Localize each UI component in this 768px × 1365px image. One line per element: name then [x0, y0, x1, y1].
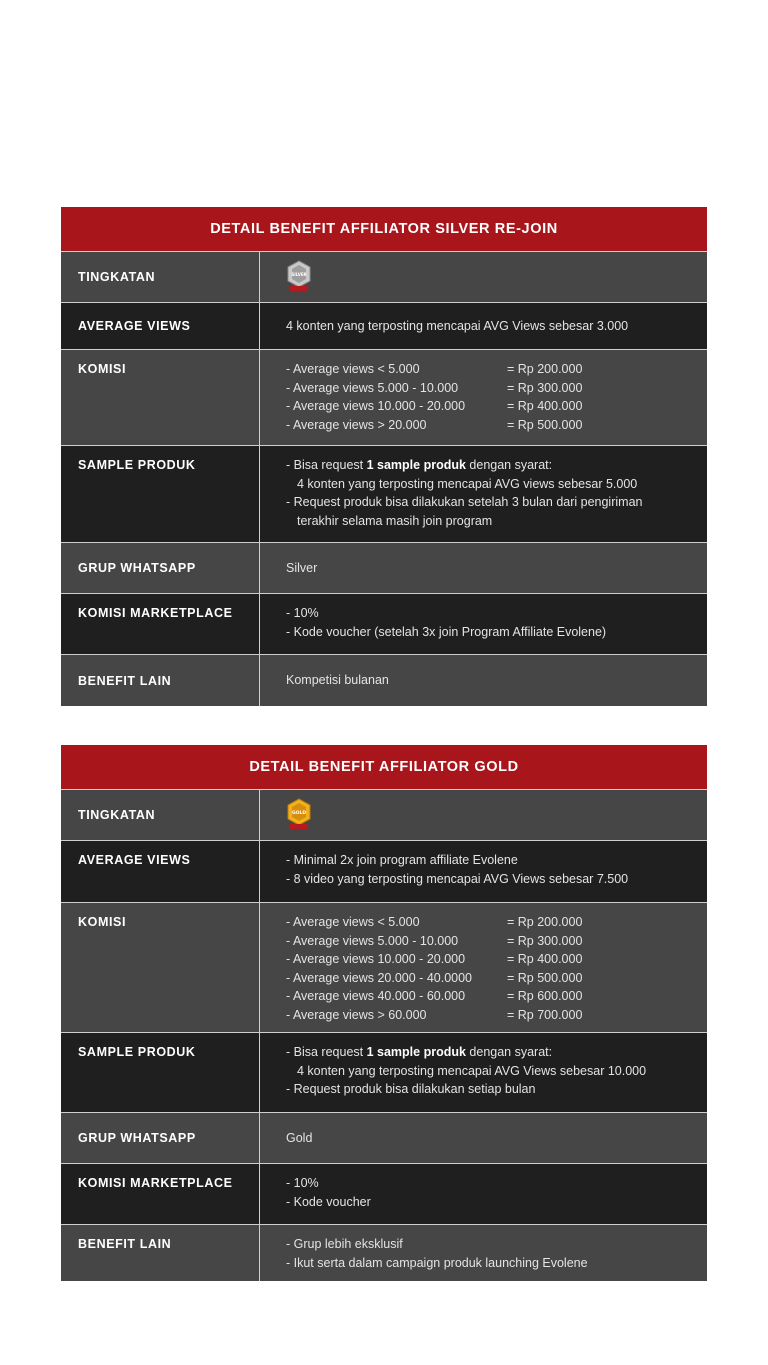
- row-sample-produk: [61, 446, 707, 543]
- komisi-line: - Average views 10.000 - 20.000 = Rp 400.000: [286, 952, 583, 966]
- komisi-line: - Average views < 5.000 = Rp 200.000: [286, 362, 583, 376]
- sample-line: - Request produk bisa dilakukan setelah 3 bulan dari pengiriman: [286, 495, 643, 509]
- row-value: [260, 252, 707, 302]
- row-value: [260, 1033, 707, 1112]
- row-value: [260, 1164, 707, 1224]
- row-label: SAMPLE PRODUK: [61, 1033, 260, 1112]
- row-label: AVERAGE VIEWS: [61, 841, 260, 902]
- row-value: Gold: [286, 1130, 313, 1145]
- row-label: TINGKATAN: [61, 252, 260, 302]
- komisi-line: - Average views > 20.000 = Rp 500.000: [286, 417, 583, 432]
- silver-badge-icon: [286, 260, 312, 294]
- row-label: KOMISI: [61, 350, 260, 445]
- row-komisi: [61, 350, 707, 446]
- sample-line: - Bisa request 1 sample produk dengan syarat:: [286, 458, 553, 472]
- benefit-line: - Grup lebih eksklusif: [286, 1237, 403, 1251]
- sample-line: 4 konten yang terposting mencapai AVG views sebesar 5.000: [297, 476, 638, 491]
- sample-line: - Bisa request 1 sample produk dengan syarat:: [286, 1045, 553, 1059]
- komisi-line: - Average views 5.000 - 10.000 = Rp 300.000: [286, 380, 583, 395]
- gold-benefit-table: [61, 745, 707, 1281]
- table-title: DETAIL BENEFIT AFFILIATOR SILVER RE-JOIN: [61, 207, 707, 252]
- badge-text: SILVER: [291, 272, 307, 277]
- row-value: Silver: [286, 560, 318, 575]
- row-label: KOMISI: [61, 903, 260, 1032]
- row-label: KOMISI MARKETPLACE: [61, 1164, 260, 1224]
- row-tingkatan: [61, 790, 707, 841]
- row-value: Kompetisi bulanan: [286, 673, 389, 688]
- row-value: [260, 303, 707, 349]
- gold-badge-icon: [286, 798, 312, 832]
- row-label: GRUP WHATSAPP: [61, 543, 260, 593]
- komisi-line: - Average views 20.000 - 40.0000 = Rp 500.000: [286, 970, 583, 985]
- row-value: [260, 1225, 707, 1281]
- marketplace-line: - Kode voucher (setelah 3x join Program Affiliate Evolene): [286, 624, 607, 639]
- komisi-line: - Average views 40.000 - 60.000 = Rp 600.000: [286, 989, 583, 1003]
- row-komisi: [61, 903, 707, 1033]
- row-value: [260, 350, 707, 445]
- row-label: KOMISI MARKETPLACE: [61, 594, 260, 654]
- row-label: GRUP WHATSAPP: [61, 1113, 260, 1163]
- sample-line: terakhir selama masih join program: [297, 513, 493, 528]
- komisi-line: - Average views 5.000 - 10.000 = Rp 300.000: [286, 933, 583, 948]
- marketplace-line: - Kode voucher: [286, 1194, 371, 1209]
- benefit-line: - Ikut serta dalam campaign produk launching Evolene: [286, 1255, 588, 1270]
- row-value: [260, 790, 707, 840]
- marketplace-line: - 10%: [286, 1176, 319, 1190]
- row-value: [260, 841, 707, 902]
- row-value: [260, 594, 707, 654]
- avg-views-line: 4 konten yang terposting mencapai AVG Views sebesar 3.000: [286, 318, 629, 333]
- silver-benefit-table: [61, 207, 707, 706]
- row-average-views: [61, 841, 707, 903]
- avg-views-line: - Minimal 2x join program affiliate Evolene: [286, 853, 518, 867]
- row-sample-produk: [61, 1033, 707, 1113]
- row-label: SAMPLE PRODUK: [61, 446, 260, 542]
- row-label: TINGKATAN: [61, 790, 260, 840]
- sample-line: 4 konten yang terposting mencapai AVG Views sebesar 10.000: [297, 1063, 647, 1078]
- row-grup-whatsapp: [61, 543, 707, 594]
- row-value: [260, 903, 707, 1032]
- komisi-line: - Average views < 5.000 = Rp 200.000: [286, 915, 583, 929]
- row-tingkatan: [61, 252, 707, 303]
- badge-text: GOLD: [291, 811, 307, 816]
- row-benefit-lain: [61, 1225, 707, 1281]
- row-average-views: [61, 303, 707, 350]
- table-title: DETAIL BENEFIT AFFILIATOR GOLD: [61, 745, 707, 790]
- row-label: BENEFIT LAIN: [61, 1225, 260, 1281]
- row-label: BENEFIT LAIN: [61, 655, 260, 706]
- sample-line: - Request produk bisa dilakukan setiap bulan: [286, 1082, 536, 1096]
- row-komisi-marketplace: [61, 594, 707, 655]
- komisi-line: - Average views > 60.000 = Rp 700.000: [286, 1007, 583, 1022]
- row-benefit-lain: [61, 655, 707, 706]
- row-komisi-marketplace: [61, 1164, 707, 1225]
- row-value: [260, 446, 707, 542]
- marketplace-line: - 10%: [286, 606, 319, 620]
- row-grup-whatsapp: [61, 1113, 707, 1164]
- row-label: AVERAGE VIEWS: [61, 303, 260, 349]
- avg-views-line: - 8 video yang terposting mencapai AVG Views sebesar 7.500: [286, 871, 629, 886]
- komisi-line: - Average views 10.000 - 20.000 = Rp 400.000: [286, 399, 583, 413]
